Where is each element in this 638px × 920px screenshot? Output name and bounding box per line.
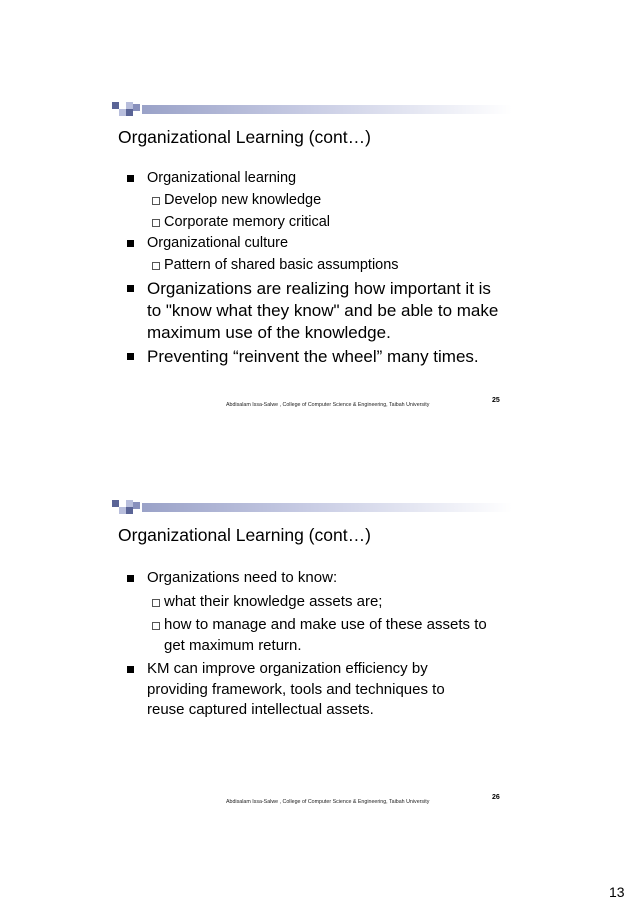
square-bullet-icon	[127, 666, 134, 673]
bullet-item: Organizational learning Develop new knowledge Corporate memory critical	[127, 168, 507, 233]
slide-number: 26	[492, 794, 500, 801]
sub-bullet-list	[147, 592, 502, 657]
slide-footer: Abdisalam Issa-Salwe , College of Computer Science & Engineering, Taibah University	[226, 799, 430, 805]
bullet-list	[127, 168, 507, 368]
slide-number: 25	[492, 397, 500, 404]
square-bullet-icon	[127, 575, 134, 582]
box-bullet-icon	[152, 262, 160, 270]
slide-footer: Abdisalam Issa-Salwe , College of Computer Science & Engineering, Taibah University	[226, 402, 430, 408]
box-bullet-icon	[152, 599, 160, 607]
square-bullet-icon	[127, 240, 134, 247]
slide-header-decoration	[112, 500, 512, 516]
slide-26	[0, 494, 638, 824]
bullet-item: Organizational culture Pattern of shared basic assumptions	[127, 233, 507, 276]
box-bullet-icon	[152, 197, 160, 205]
slide-header-decoration	[112, 102, 512, 118]
square-bullet-icon	[127, 175, 134, 182]
slide-title: Organizational Learning (cont…)	[118, 127, 371, 147]
bullet-list	[127, 568, 502, 721]
sub-bullet-item: Corporate memory critical	[152, 211, 507, 233]
box-bullet-icon	[152, 219, 160, 227]
sub-bullet-item: Pattern of shared basic assumptions	[152, 254, 507, 276]
sub-bullet-item: Develop new knowledge	[152, 189, 507, 211]
square-bullet-icon	[127, 285, 134, 292]
slide-title: Organizational Learning (cont…)	[118, 525, 371, 545]
bullet-item: Preventing “reinvent the wheel” many times.	[127, 346, 507, 368]
sub-bullet-item: what their knowledge assets are;	[152, 592, 502, 613]
sub-bullet-item: how to manage and make use of these assets to get maximum return.	[152, 615, 502, 656]
slide-25	[0, 96, 638, 426]
box-bullet-icon	[152, 622, 160, 630]
square-bullet-icon	[127, 353, 134, 360]
sub-bullet-list	[147, 254, 507, 276]
bullet-item: KM can improve organization efficiency by providing framework, tools and techniques to reuse captured intellectual assets.	[127, 659, 477, 721]
bullet-item: Organizations are realizing how important it is to "know what they know" and be able to make maximum use of the knowledge.	[127, 278, 507, 344]
sub-bullet-list	[147, 189, 507, 233]
bullet-item: Organizations need to know: what their knowledge assets are; how to manage and make use of these assets to get maximum return.	[127, 568, 502, 656]
page-number: 13	[609, 884, 625, 900]
